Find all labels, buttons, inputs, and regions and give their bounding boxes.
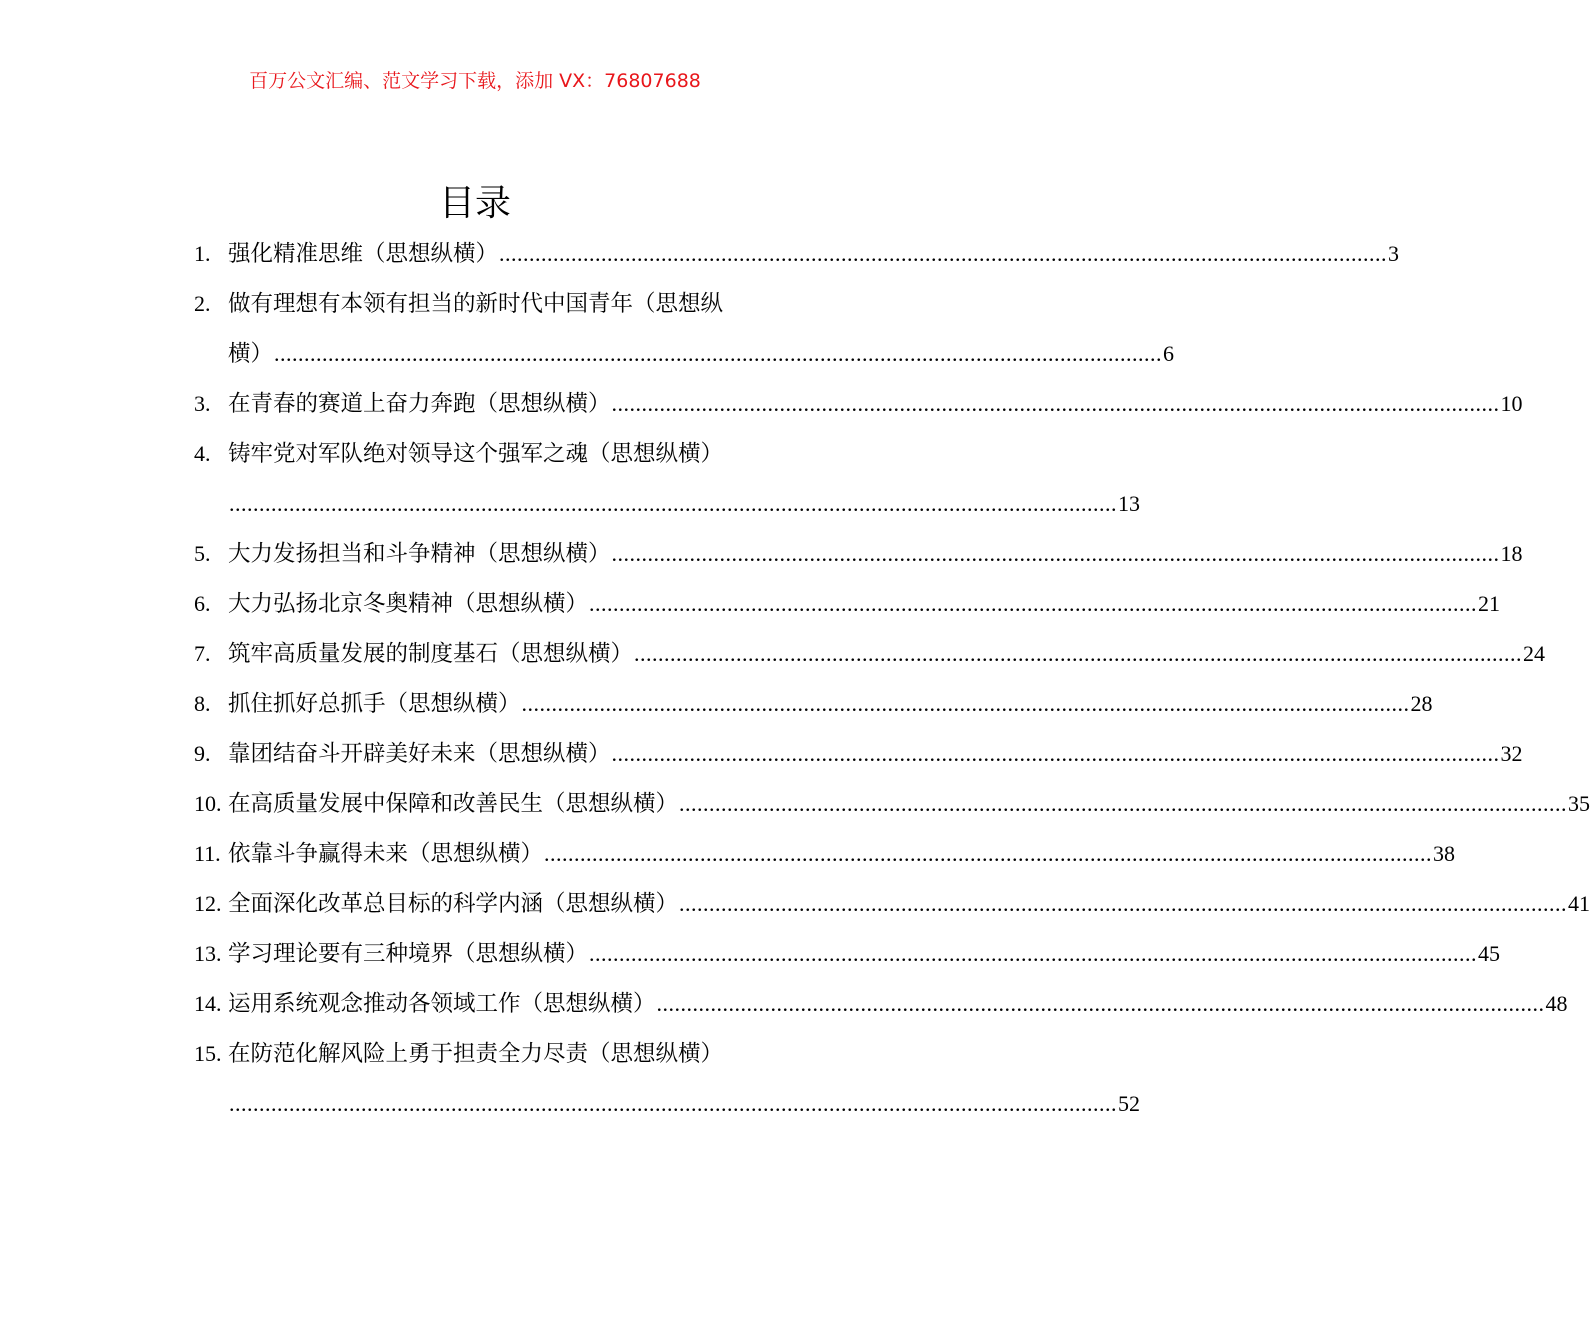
- toc-entry-title: 全面深化改革总目标的科学内涵（思想纵横）: [228, 891, 679, 917]
- toc-entry-title: 学习理论要有三种境界（思想纵横）: [228, 941, 589, 967]
- toc-entry-page: 6: [1163, 341, 1175, 366]
- toc-entry-line: [228, 879, 1590, 929]
- toc-entry-page: 21: [1478, 591, 1501, 616]
- toc-entry[interactable]: [194, 379, 1523, 429]
- toc-entry-title: 依靠斗争赢得未来（思想纵横）: [228, 841, 544, 867]
- toc-entry-page: 3: [1388, 241, 1400, 266]
- toc-entry-leader: ....................................................................................................................................................: [634, 641, 1523, 666]
- toc-entry-page: 38: [1433, 841, 1456, 866]
- toc-title: 目录: [438, 183, 511, 224]
- toc-entry[interactable]: [194, 529, 1523, 579]
- toc-entry-line: [228, 1029, 806, 1079]
- toc-entry-title: 在青春的赛道上奋力奔跑（思想纵横）: [228, 391, 611, 417]
- toc-entry-page: 28: [1410, 691, 1433, 716]
- toc-entry-number: 7.: [194, 641, 211, 666]
- toc-entry-leader: ....................................................................................................................................................: [679, 891, 1568, 916]
- toc-entry-number: 5.: [194, 541, 211, 566]
- toc-entry-leader: ....................................................................................................................................................: [589, 941, 1478, 966]
- toc-entry-title: 在高质量发展中保障和改善民生（思想纵横）: [228, 791, 679, 817]
- toc-entry-leader: ....................................................................................................................................................: [611, 741, 1500, 766]
- toc-entry-number: 2.: [194, 291, 211, 316]
- toc-entry-title: 强化精准思维（思想纵横）: [228, 241, 499, 267]
- toc-entry-leader: ....................................................................................................................................................: [499, 241, 1388, 266]
- toc-entry-leader: ....................................................................................................................................................: [656, 991, 1545, 1016]
- toc-entry-line: [228, 829, 1456, 879]
- toc-entry-line: [228, 979, 1568, 1029]
- toc-entry-page: 35: [1568, 791, 1590, 816]
- toc-entry-number: 1.: [194, 241, 211, 266]
- toc-entry-number: 8.: [194, 691, 211, 716]
- toc-entry[interactable]: [194, 729, 1523, 779]
- toc-entry-page: 52: [1118, 1091, 1140, 1116]
- toc-entry-number: 11.: [194, 841, 221, 866]
- toc-entry-page: 32: [1500, 741, 1523, 766]
- toc-entry-page: 24: [1523, 641, 1546, 666]
- header-note: 百万公文汇编、范文学习下载，添加 VX：76807688: [249, 70, 701, 92]
- toc-entry-title: 大力弘扬北京冬奥精神（思想纵横）: [228, 591, 589, 617]
- toc-entry[interactable]: [194, 979, 1568, 1029]
- toc-entry-leader: ....................................................................................................................................................: [229, 491, 1117, 516]
- toc-entry-leader: ....................................................................................................................................................: [274, 341, 1163, 366]
- toc-entry-leader: ....................................................................................................................................................: [679, 791, 1568, 816]
- toc-entry-leader: ....................................................................................................................................................: [544, 841, 1433, 866]
- toc-entry[interactable]: [194, 929, 1501, 979]
- toc-entry-leader: ....................................................................................................................................................: [611, 541, 1500, 566]
- toc-entry-title: 运用系统观念推动各领域工作（思想纵横）: [228, 991, 656, 1017]
- toc-entry-number: 4.: [194, 441, 211, 466]
- toc-entry-line: [228, 679, 1433, 729]
- toc-entry-title: 做有理想有本领有担当的新时代中国青年（思想纵: [228, 291, 724, 317]
- toc-entry[interactable]: [194, 629, 1546, 679]
- toc-entry-line: [228, 329, 1175, 379]
- toc-entry[interactable]: [194, 829, 1456, 879]
- toc-entry-number: 9.: [194, 741, 211, 766]
- toc-entry-line: [228, 1079, 1140, 1129]
- toc-entry[interactable]: [194, 279, 1175, 379]
- toc-entry-line: [228, 229, 1400, 279]
- toc-entry-number: 3.: [194, 391, 211, 416]
- toc-entry-line: [228, 779, 1590, 829]
- toc-entry-leader: ....................................................................................................................................................: [611, 391, 1500, 416]
- toc-entry-page: 45: [1478, 941, 1501, 966]
- toc-entry-number: 12.: [194, 891, 222, 916]
- toc-list: [194, 229, 1590, 1129]
- toc-entry-line: [228, 479, 1140, 529]
- toc-entry[interactable]: [194, 579, 1501, 629]
- toc-entry-number: 6.: [194, 591, 211, 616]
- toc-entry-line: [228, 579, 1501, 629]
- toc-entry-leader: ....................................................................................................................................................: [589, 591, 1478, 616]
- toc-entry[interactable]: [194, 1029, 1140, 1129]
- toc-entry-page: 48: [1545, 991, 1568, 1016]
- toc-entry-number: 15.: [194, 1041, 222, 1066]
- toc-entry-page: 10: [1500, 391, 1523, 416]
- toc-entry-number: 14.: [194, 991, 222, 1016]
- toc-entry[interactable]: [194, 679, 1433, 729]
- toc-entry-page: 18: [1500, 541, 1523, 566]
- toc-entry-page: 13: [1118, 491, 1140, 516]
- toc-entry-line: [228, 729, 1523, 779]
- toc-entry-line: [228, 279, 806, 329]
- toc-entry-line: [228, 929, 1501, 979]
- toc-entry-number: 13.: [194, 941, 222, 966]
- toc-entry-line: [228, 629, 1546, 679]
- toc-entry-leader: ....................................................................................................................................................: [521, 691, 1410, 716]
- toc-entry-leader: ....................................................................................................................................................: [229, 1091, 1117, 1116]
- toc-entry-title: 铸牢党对军队绝对领导这个强军之魂（思想纵横）: [228, 441, 724, 467]
- toc-entry[interactable]: [194, 879, 1590, 929]
- toc-entry[interactable]: [194, 779, 1590, 829]
- toc-entry-title: 筑牢高质量发展的制度基石（思想纵横）: [228, 641, 634, 667]
- toc-entry-title: 在防范化解风险上勇于担责全力尽责（思想纵横）: [228, 1041, 724, 1067]
- toc-entry-line: [228, 529, 1523, 579]
- toc-entry[interactable]: [194, 429, 1140, 529]
- toc-entry-page: 41: [1568, 891, 1590, 916]
- toc-entry-title: 横）: [228, 341, 274, 367]
- toc-entry-title: 大力发扬担当和斗争精神（思想纵横）: [228, 541, 611, 567]
- toc-entry-title: 靠团结奋斗开辟美好未来（思想纵横）: [228, 741, 611, 767]
- toc-entry-title: 抓住抓好总抓手（思想纵横）: [228, 691, 521, 717]
- toc-entry-number: 10.: [194, 791, 222, 816]
- toc-entry-line: [228, 379, 1523, 429]
- toc-entry-line: [228, 429, 806, 479]
- toc-entry[interactable]: [194, 229, 1400, 279]
